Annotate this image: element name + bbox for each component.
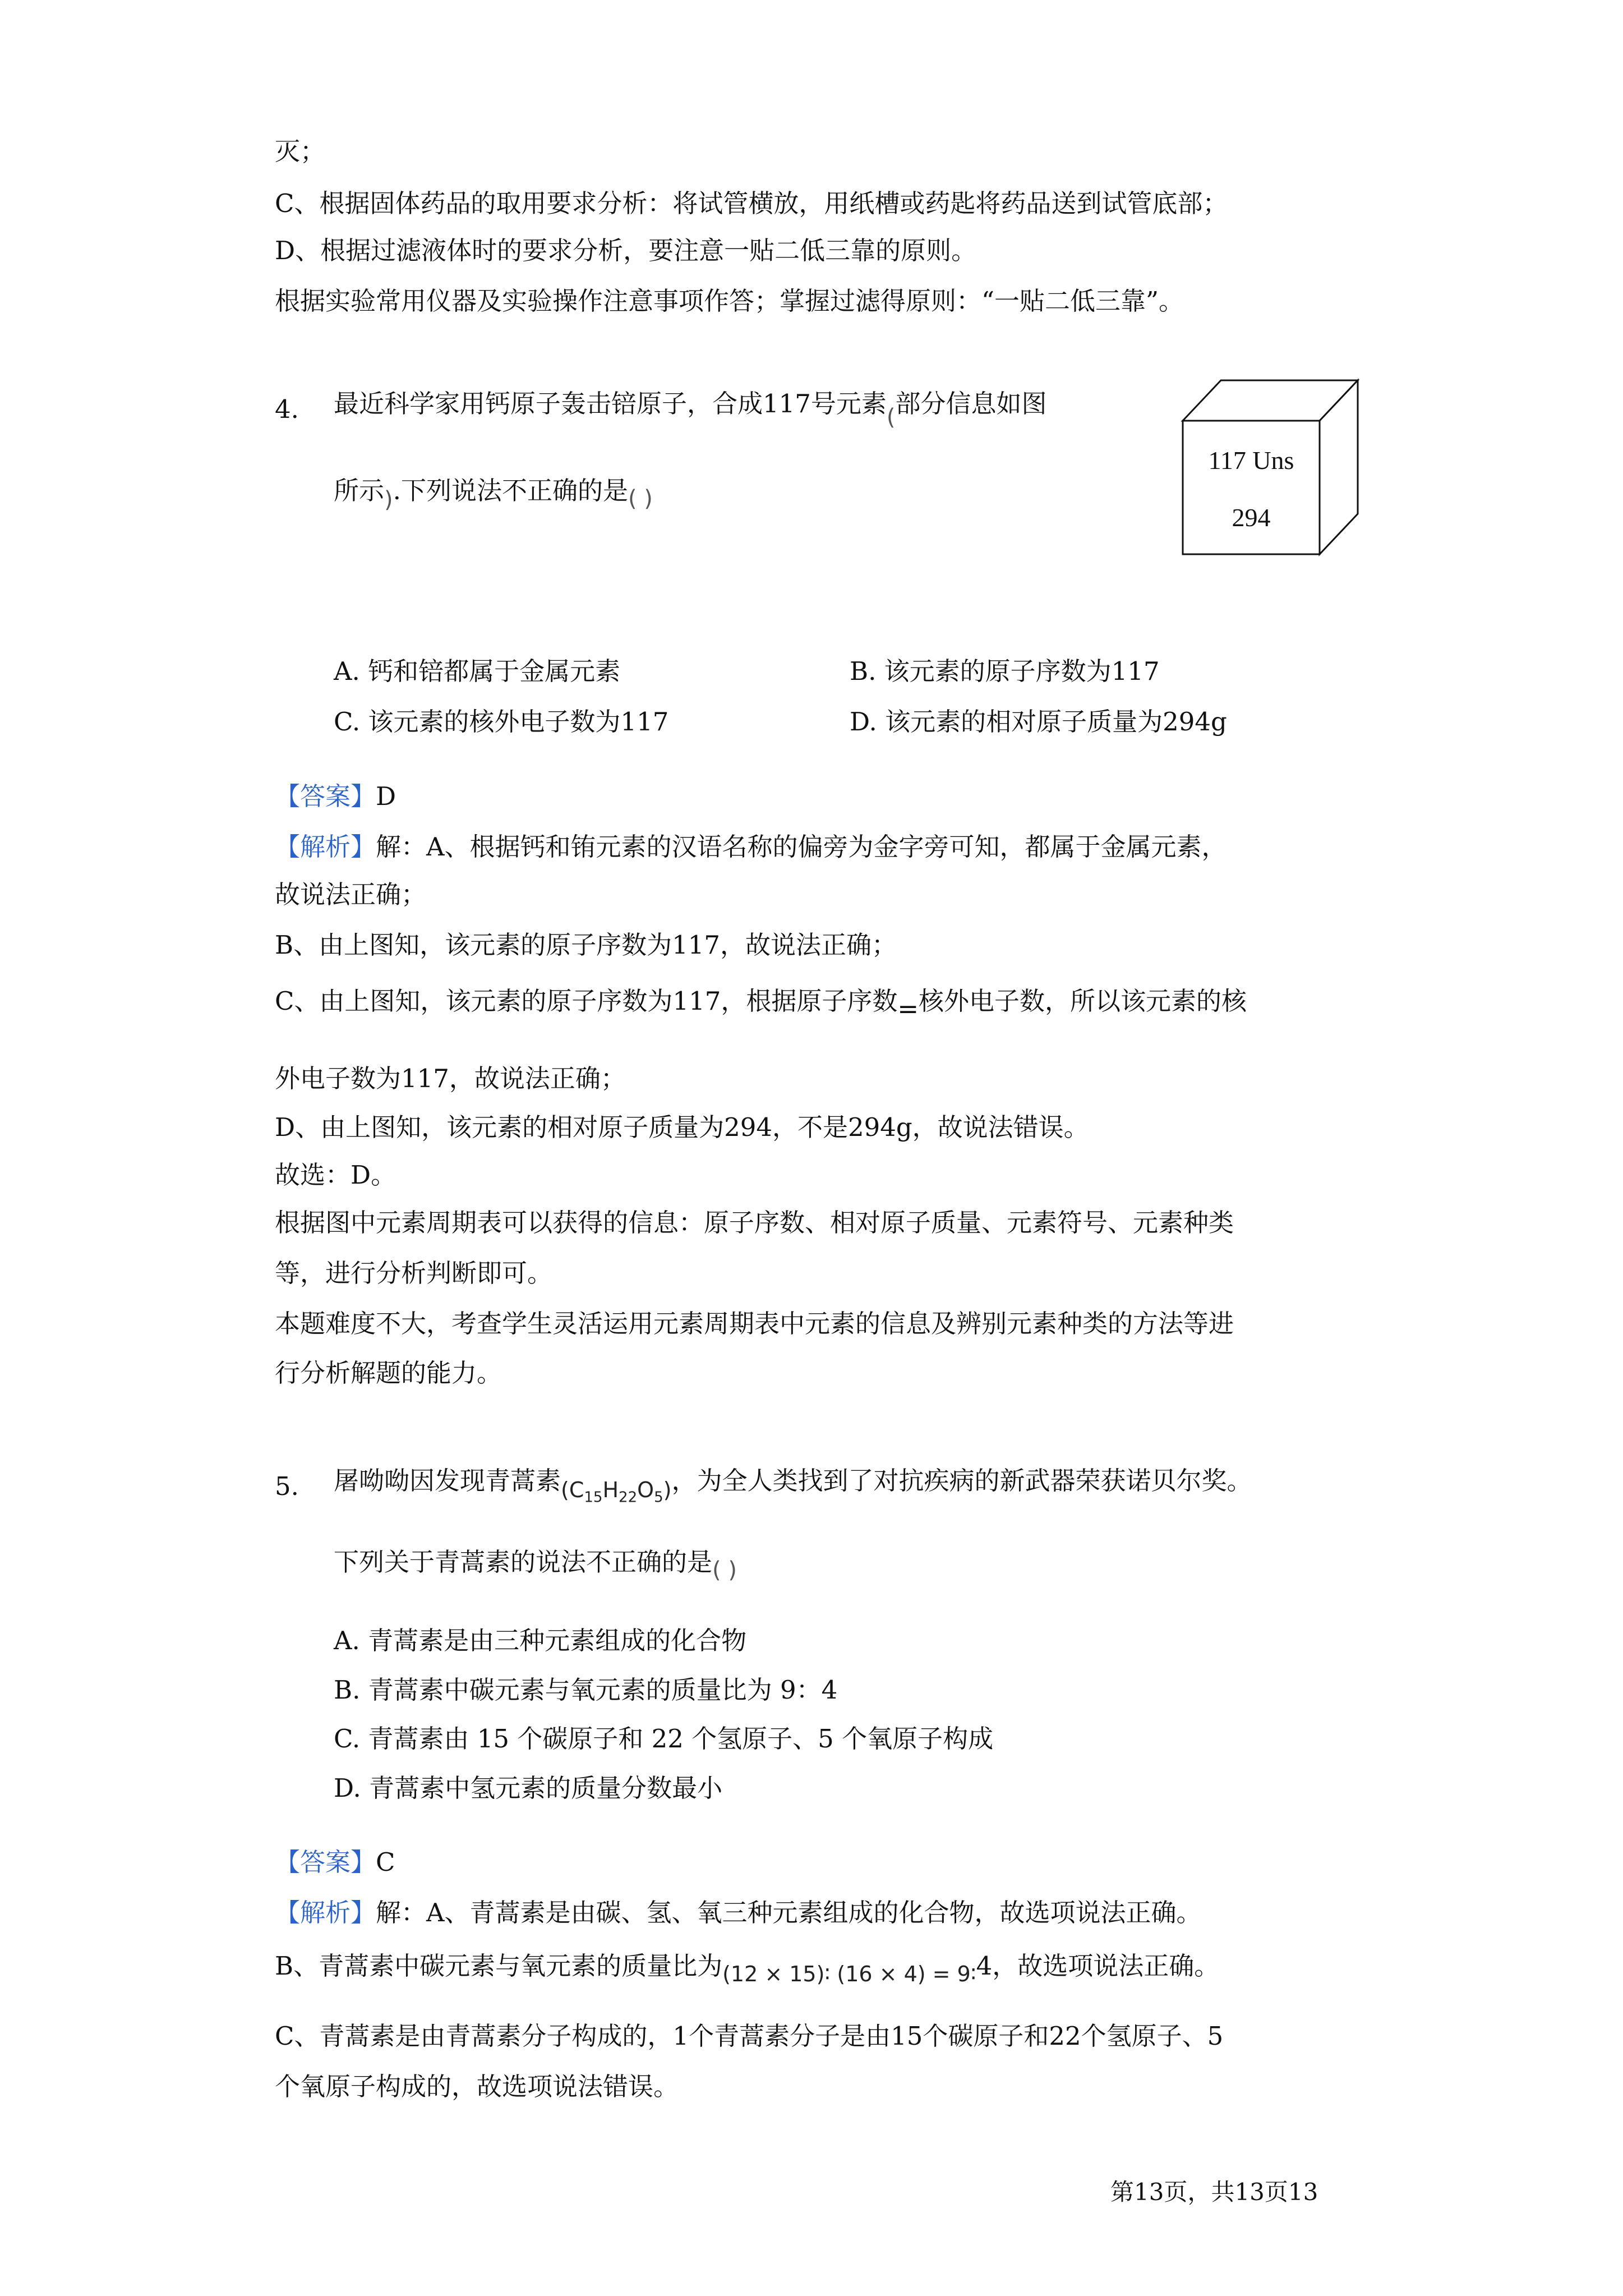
- q4-stem-text-1: 最近科学家用钙原子轰击锫原子，合成117号元素: [334, 389, 887, 418]
- q5-stem-line-1: [334, 1464, 1252, 1507]
- q4-analysis-line-8: 根据图中元素周期表可以获得的信息：原子序数、相对原子质量、元素符号、元素种类: [275, 1208, 1234, 1237]
- q5-stem-text-1b: ，为全人类找到了对抗疾病的新武器荣获诺贝尔奖。: [671, 1466, 1252, 1496]
- q4-stem-line-1: [334, 387, 1047, 430]
- cube-element-symbol: 117 Uns: [1208, 446, 1294, 475]
- formula-o: O: [637, 1478, 654, 1502]
- q4-analysis-line-2: 故说法正确；: [275, 880, 427, 909]
- q5-formula: [561, 1478, 672, 1506]
- q4-stem-line-2: [334, 474, 653, 513]
- q5-analysis-text-2a: B、青蒿素中碳元素与氧元素的质量比为: [275, 1951, 723, 1981]
- q5-answer-tag: 【答案】: [275, 1847, 376, 1877]
- q5-analysis-tag: 【解析】: [275, 1898, 376, 1927]
- q5-option-b: B. 青蒿素中碳元素与氧元素的质量比为 9：4: [334, 1675, 838, 1705]
- q4-open-paren: (: [886, 404, 896, 430]
- q5-option-a: A. 青蒿素是由三种元素组成的化合物: [334, 1626, 747, 1655]
- q4-option-b: B. 该元素的原子序数为117: [850, 656, 1160, 686]
- q4-period: .: [393, 476, 401, 505]
- formula-o-count: 5: [654, 1489, 663, 1506]
- q4-analysis-line-5: 外电子数为117，故说法正确；: [275, 1064, 626, 1093]
- q5-stem-text-1a: 屠呦呦因发现青蒿素: [334, 1466, 561, 1496]
- q4-stem-text-2b: 下列说法不正确的是: [400, 476, 628, 505]
- q4-analysis-text-4a: C、由上图知，该元素的原子序数为117，根据原子序数: [275, 986, 898, 1016]
- q4-analysis-line-6: D、由上图知，该元素的相对原子质量为294，不是294g，故说法错误。: [275, 1112, 1089, 1142]
- page-footer: 第13页，共13页13: [1110, 2178, 1318, 2206]
- q4-analysis-line-10: 本题难度不大，考查学生灵活运用元素周期表中元素的信息及辨别元素种类的方法等进: [275, 1309, 1234, 1338]
- q4-analysis-line-3: B、由上图知，该元素的原子序数为117，故说法正确；: [275, 930, 897, 960]
- formula-open: (C: [561, 1478, 584, 1502]
- q4-analysis-line-1: [275, 830, 1227, 864]
- q4-equals-sign: =: [897, 994, 919, 1024]
- q4-analysis-text-4b: 核外电子数，所以该元素的核: [919, 986, 1247, 1016]
- q4-answer-line: [275, 780, 396, 813]
- q4-option-d: D. 该元素的相对原子质量为294g: [850, 707, 1227, 737]
- q4-stem-text-1b: 部分信息如图: [895, 389, 1047, 418]
- q4-close-paren: ): [384, 487, 393, 513]
- q5-analysis-line-2: [275, 1949, 1219, 1984]
- prev-line-4: 根据实验常用仪器及实验操作注意事项作答；掌握过滤得原则：“一贴二低三靠”。: [275, 286, 1184, 316]
- formula-c-count: 15: [584, 1489, 603, 1506]
- prev-line-1: 灭；: [275, 136, 326, 166]
- q5-answer-paren: ( ): [712, 1557, 737, 1583]
- formula-h-count: 22: [619, 1489, 638, 1506]
- q5-stem-line-2: [334, 1545, 737, 1583]
- q4-option-c: C. 该元素的核外电子数为117: [334, 707, 669, 737]
- q4-analysis-tag: 【解析】: [275, 832, 376, 862]
- q4-analysis-text-1: 解：A、根据钙和铕元素的汉语名称的偏旁为金字旁可知，都属于金属元素，: [376, 832, 1227, 862]
- q5-analysis-line-1: [275, 1896, 1202, 1930]
- q4-answer-paren: ( ): [628, 486, 653, 512]
- element-cube-figure: [1181, 377, 1360, 556]
- q4-analysis-line-9: 等，进行分析判断即可。: [275, 1258, 553, 1288]
- q5-analysis-line-3: C、青蒿素是由青蒿素分子构成的，1个青蒿素分子是由15个碳原子和22个氢原子、5: [275, 2021, 1224, 2051]
- q5-mass-ratio-formula: (12 × 15)∶ (16 × 4) = 9∶: [722, 1962, 976, 1986]
- q5-option-c: C. 青蒿素由 15 个碳原子和 22 个氢原子、5 个氧原子构成: [334, 1724, 994, 1754]
- q4-option-a: A. 钙和锫都属于金属元素: [334, 656, 621, 686]
- q4-analysis-line-11: 行分析解题的能力。: [275, 1358, 502, 1388]
- q4-analysis-line-4: [275, 984, 1247, 1024]
- q4-answer-tag: 【答案】: [275, 781, 376, 811]
- q5-analysis-text-2b: 4，故选项说法正确。: [976, 1951, 1220, 1981]
- q4-stem-text-2: 所示: [334, 476, 385, 505]
- q4-answer-value: D: [376, 781, 396, 811]
- q5-option-d: D. 青蒿素中氢元素的质量分数最小: [334, 1773, 723, 1803]
- prev-line-3: D、根据过滤液体时的要求分析，要注意一贴二低三靠的原则。: [275, 236, 977, 265]
- q5-analysis-line-4: 个氧原子构成的，故选项说法错误。: [275, 2072, 679, 2101]
- cube-element-mass: 294: [1232, 503, 1271, 532]
- q4-number: 4.: [275, 394, 299, 424]
- q5-answer-value: C: [376, 1847, 395, 1877]
- prev-line-2: C、根据固体药品的取用要求分析：将试管横放，用纸槽或药匙将药品送到试管底部；: [275, 188, 1228, 218]
- q5-answer-line: [275, 1846, 395, 1879]
- q5-number: 5.: [275, 1471, 299, 1501]
- q5-analysis-text-1: 解：A、青蒿素是由碳、氢、氧三种元素组成的化合物，故选项说法正确。: [376, 1898, 1202, 1927]
- q5-stem-text-2: 下列关于青蒿素的说法不正确的是: [334, 1547, 713, 1577]
- formula-h: H: [602, 1478, 619, 1502]
- q4-analysis-line-7: 故选：D。: [275, 1160, 396, 1190]
- formula-close: ): [663, 1478, 672, 1502]
- cube-front-face: [1183, 421, 1320, 554]
